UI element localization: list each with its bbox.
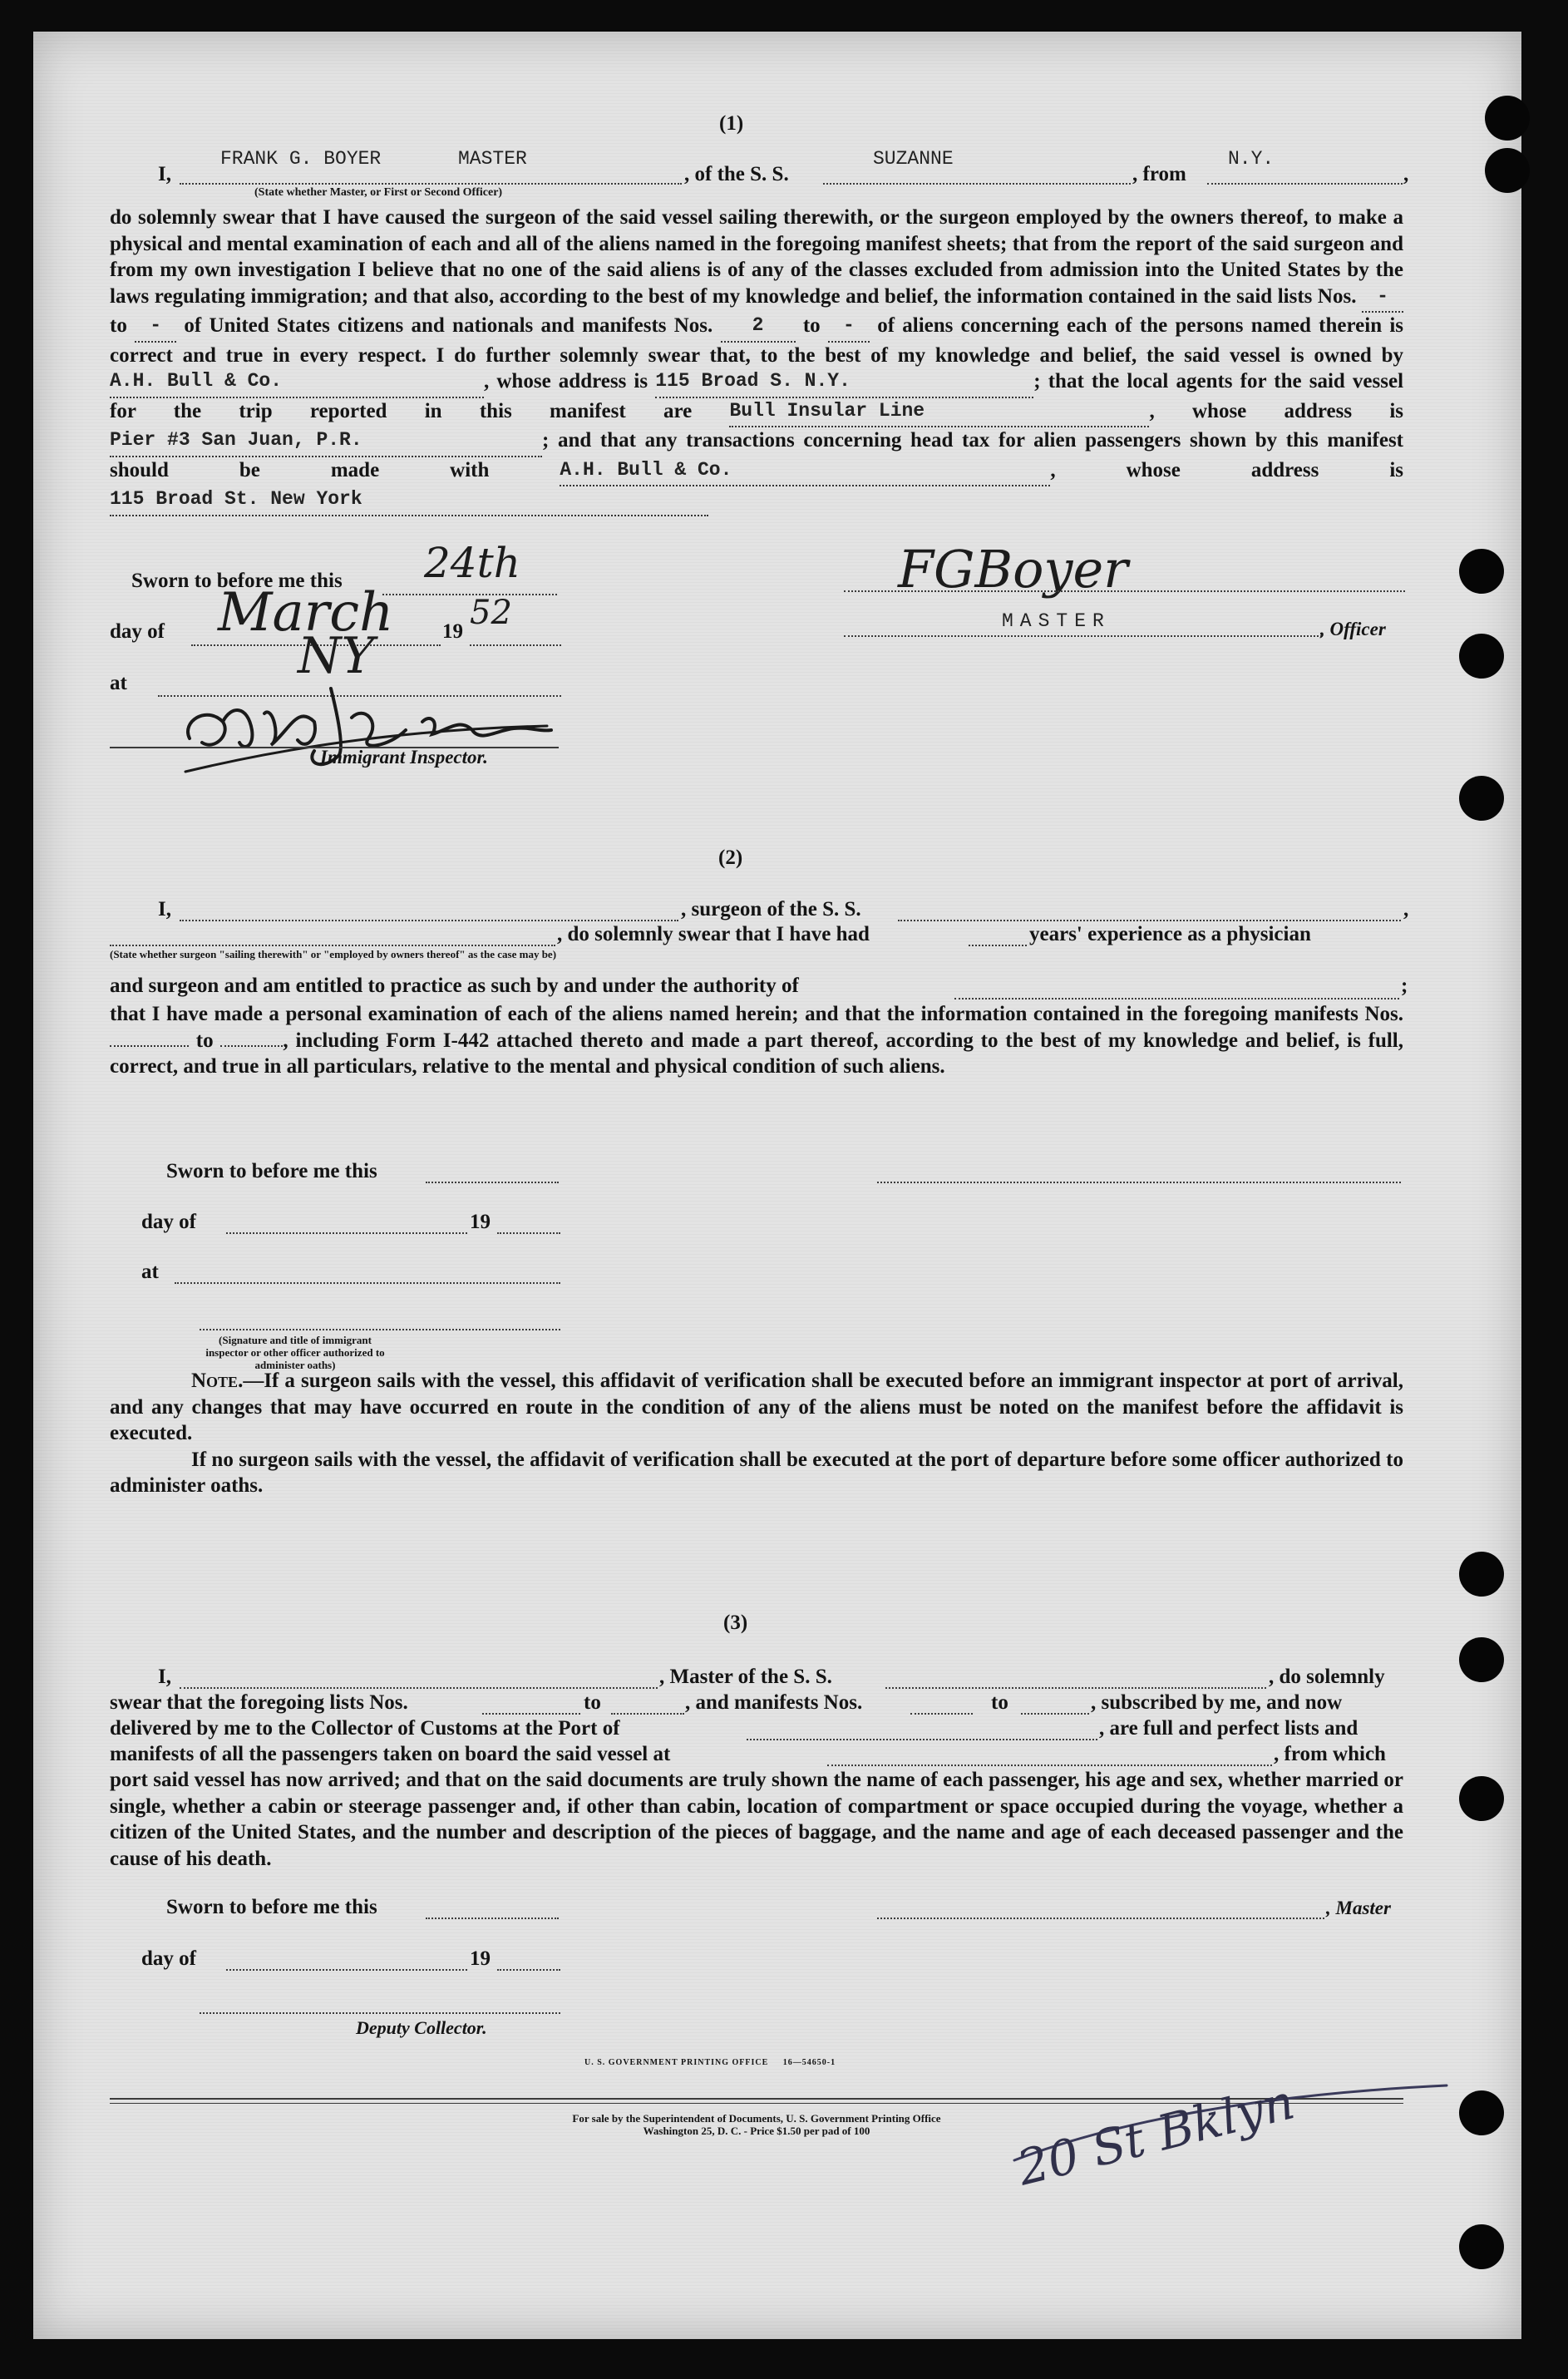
s2-day-of-label: day of bbox=[141, 1211, 196, 1233]
s1-sworn-at: NY bbox=[298, 627, 375, 685]
s1-officer-label: , Officer bbox=[1320, 619, 1386, 639]
binder-hole bbox=[1485, 148, 1530, 193]
s3-manifests-from-line bbox=[910, 1713, 973, 1715]
s1-p2b-text: of aliens concerning each of the persons named therein is correct and true in every respect. I do further solemnly swear that, to the best of my knowledge and belief, the said vessel is owned by bbox=[110, 314, 1404, 367]
s2-years-line bbox=[969, 945, 1027, 946]
s2-note-paragraph bbox=[110, 1368, 1403, 1447]
s1-comma: , bbox=[1403, 163, 1409, 185]
s2-authority-line bbox=[954, 998, 1399, 999]
s2-signature-line bbox=[877, 1182, 1401, 1183]
s1-master-signature-line bbox=[844, 590, 1405, 592]
s1-paragraph-1: do solemnly swear that I have caused the surgeon of the said vessel sailing therewith, or the surgeon employed by the owners thereof, to make a physical and mental examination of each and all of the aliens named in the foregoing manifest sheets; that from the report of the said surgeon and from my own investigation I believe that no one of the said aliens is of any of the classes excluded from admission into the United States by the laws regulating immigration; and that also, according to the best of my knowledge and belief, the information contained in the said lists Nos. - to - of United States citizens and nationals and manifests Nos. 2 to - of aliens concerning each of the persons named therein is correct and true in every respect. I do further solemnly swear that, to the best of my knowledge and belief, the said vessel is owned by A.H. Bull & Co. , whose address is 115 Broad S. N.Y. ; that the local agents for the said vessel for the trip reported in this manifest are Bull Insular Line , whose address is Pier #3 San Juan, P.R. ; and that any transactions concerning head tax for alien passengers shown by this manifest should be made with A.H. Bull & Co. , whose address is 115 Broad St. New York bbox=[110, 205, 1403, 516]
s2-officer-sig-line bbox=[200, 1329, 560, 1330]
s1-to2: to bbox=[802, 314, 821, 337]
inspector-signature bbox=[173, 672, 564, 805]
s2-note bbox=[110, 1368, 1403, 1499]
s3-and-manifests: , and manifests Nos. bbox=[685, 1691, 863, 1714]
s1-master-name: FRANK G. BOYER bbox=[220, 148, 382, 170]
s1-owner bbox=[110, 368, 484, 398]
s2-authority-label: and surgeon and am entitled to practice as such by and under the authority of bbox=[110, 975, 799, 997]
s2-comma: , bbox=[1403, 898, 1409, 921]
s2-hint: (State whether surgeon "sailing therewith" or "employed by owners thereof" as the case may be) bbox=[110, 948, 557, 960]
s2-surgeon-of: , surgeon of the S. S. bbox=[681, 898, 861, 921]
s2-note-text: —If a surgeon sails with the vessel, this affidavit of verification shall be executed before an immigrant inspector at port of arrival, and any changes that may have occurred en route in the condition of any of the aliens must be noted on the manifest before the affidavit is executed. bbox=[110, 1370, 1403, 1444]
binder-hole bbox=[1459, 2090, 1504, 2135]
s1-rank-hint: (State whether Master, or First or Second Officer) bbox=[254, 186, 503, 199]
s1-owner-address bbox=[655, 368, 1033, 398]
s1-head-tax-address-value: 115 Broad St. New York bbox=[110, 488, 362, 510]
s3-manifests-of: manifests of all the passengers taken on board the said vessel at bbox=[110, 1743, 671, 1765]
s2-semicolon: ; bbox=[1401, 975, 1408, 997]
s1-sworn-year: 52 bbox=[470, 594, 512, 632]
s1-year-prefix: 19 bbox=[442, 620, 463, 643]
section-2-number: (2) bbox=[718, 846, 743, 869]
s3-month-line bbox=[226, 1969, 467, 1971]
s3-manifests-to-line bbox=[1021, 1713, 1089, 1715]
s1-sworn-month: March bbox=[218, 582, 394, 644]
sale-line-2: Washington 25, D. C. - Price $1.50 per pad of 100 bbox=[643, 2125, 870, 2137]
s2-sig-caption: (Signature and title of immigrant inspector or other officer authorized to administer oaths) bbox=[205, 1334, 385, 1371]
s1-day-of-label: day of bbox=[110, 620, 165, 643]
s1-sworn-label: Sworn to before me this bbox=[131, 570, 343, 592]
s2-intro: I, bbox=[158, 898, 171, 921]
sale-line-1: For sale by the Superintendent of Documents, U. S. Government Printing Office bbox=[572, 2112, 941, 2125]
s1-agents-label: that the local agents for the said vessel for the trip reported in this manifest are bbox=[110, 370, 1404, 422]
s1-from-label: , from bbox=[1132, 163, 1186, 185]
s3-deputy-caption: Deputy Collector. bbox=[356, 2017, 487, 2038]
s1-agents-address-label: whose address is bbox=[1192, 399, 1404, 422]
s2-month-line bbox=[226, 1232, 467, 1234]
handwritten-note-text: 20 St Bklyn bbox=[1011, 2073, 1300, 2197]
s2-nos-to bbox=[220, 1045, 283, 1047]
s1-head-tax-with bbox=[560, 457, 1050, 487]
s1-agents-address-value: Pier #3 San Juan, P.R. bbox=[110, 429, 362, 451]
s3-year-prefix: 19 bbox=[470, 1947, 491, 1970]
master-signature bbox=[881, 531, 1239, 605]
s1-to1: to bbox=[110, 314, 127, 337]
s1-lists-from-value: - bbox=[1377, 284, 1388, 307]
s1-sworn-day: 24th bbox=[424, 539, 520, 587]
master-signature-text: FGBoyer bbox=[898, 539, 1128, 600]
s3-sworn-day-line bbox=[426, 1918, 559, 1919]
binder-hole bbox=[1485, 96, 1530, 141]
s1-owner-value: A.H. Bull & Co. bbox=[110, 370, 283, 392]
s2-body bbox=[110, 1001, 1403, 1080]
s1-whose-address-label-2: , whose address is bbox=[1050, 458, 1404, 481]
s1-vessel: SUZANNE bbox=[873, 148, 954, 170]
s3-vessel-line bbox=[885, 1687, 1266, 1689]
s1-manifest-from-value: 2 bbox=[752, 314, 764, 336]
s3-delivered: delivered by me to the Collector of Customs at the Port of bbox=[110, 1717, 620, 1740]
s2-to: to bbox=[195, 1029, 214, 1052]
s2-swear-label: , do solemnly swear that I have had bbox=[557, 923, 870, 945]
s2-note2-paragraph bbox=[110, 1447, 1403, 1499]
s3-day-of-label: day of bbox=[141, 1947, 196, 1970]
s3-lists-from-line bbox=[482, 1713, 580, 1715]
s1-lists-to-value: - bbox=[150, 314, 161, 336]
section-1-number: (1) bbox=[719, 112, 744, 135]
s1-master-rank: MASTER bbox=[458, 148, 527, 170]
s3-master-line bbox=[877, 1918, 1324, 1919]
s1-of-ss: , of the S. S. bbox=[684, 163, 789, 185]
s1-p2a-text: of United States citizens and nationals and manifests Nos. bbox=[184, 314, 713, 337]
s3-embark-line bbox=[827, 1765, 1272, 1766]
s2-pb-text: , including Form I-442 attached thereto and made a part thereof, according to the best of my knowledge and belief, is full, correct, and true in all particulars, relative to the mental and physical condition of such aliens. bbox=[110, 1029, 1404, 1078]
handwritten-note bbox=[998, 2019, 1463, 2210]
s3-swear-lists: swear that the foregoing lists Nos. bbox=[110, 1691, 408, 1714]
s2-at-label: at bbox=[141, 1261, 159, 1283]
s3-year-line bbox=[497, 1969, 560, 1971]
s3-to1: to bbox=[584, 1691, 601, 1714]
binder-hole bbox=[1459, 2224, 1504, 2269]
s1-owner-address-value: 115 Broad S. N.Y. bbox=[655, 370, 851, 392]
s2-nos-from bbox=[110, 1045, 189, 1047]
document-page bbox=[33, 32, 1521, 2339]
s2-paragraph bbox=[110, 1001, 1403, 1080]
s1-year-line bbox=[470, 644, 561, 646]
binder-hole bbox=[1459, 776, 1504, 821]
binder-hole bbox=[1459, 1552, 1504, 1597]
s1-body bbox=[110, 205, 1403, 516]
s2-years-label: years' experience as a physician bbox=[1029, 923, 1311, 945]
s1-from-value: N.Y. bbox=[1228, 148, 1275, 170]
s1-lists-from bbox=[1362, 284, 1403, 313]
s1-whose-address-label: , whose address is bbox=[484, 370, 648, 392]
s3-master-label: , Master bbox=[1326, 1898, 1391, 1918]
s1-from-line bbox=[1207, 183, 1403, 185]
s1-head-tax-address bbox=[110, 486, 708, 516]
s2-pa-text: that I have made a personal examination of each of the aliens named herein; and that the information contained in the foregoing manifests Nos. bbox=[110, 1003, 1403, 1025]
gpo-imprint: U. S. GOVERNMENT PRINTING OFFICE 16—54650-1 bbox=[584, 2058, 836, 2067]
s1-head-tax-with-value: A.H. Bull & Co. bbox=[560, 458, 732, 481]
s1-inspector-caption: Immigrant Inspector. bbox=[320, 747, 488, 767]
s1-head-tax-label: ; and that any transactions concerning head tax for alien passengers shown by this manifest should be made with bbox=[110, 429, 1403, 481]
s1-agents bbox=[729, 398, 1149, 428]
s3-deputy-line bbox=[200, 2012, 560, 2014]
binder-hole bbox=[1459, 1776, 1504, 1821]
s3-sworn-label: Sworn to before me this bbox=[166, 1896, 377, 1918]
s1-at-label: at bbox=[110, 672, 127, 694]
s2-year-prefix: 19 bbox=[470, 1211, 491, 1233]
s3-to2: to bbox=[991, 1691, 1008, 1714]
s1-agents-address bbox=[110, 427, 542, 457]
s1-manifest-to bbox=[828, 313, 870, 343]
s3-port-line bbox=[747, 1739, 1097, 1740]
s3-body-text: port said vessel has now arrived; and that on the said documents are truly shown the name of each passenger, his age and sex, whether married or single, whether a cabin or steerage passenger and, if other than cabin, location of compartment or space occupied during the voyage, whether a citizen of the United States, and the number and description of the pieces of baggage, and the name and age of each deceased passenger and the cause of his death. bbox=[110, 1769, 1403, 1870]
s2-hint-line bbox=[110, 945, 555, 946]
binder-hole bbox=[1459, 1637, 1504, 1682]
s3-name-line bbox=[180, 1687, 658, 1689]
s3-subscribed: , subscribed by me, and now bbox=[1091, 1691, 1343, 1714]
s2-at-line bbox=[175, 1282, 560, 1284]
s2-sworn-label: Sworn to before me this bbox=[166, 1160, 377, 1182]
s1-lists-to bbox=[135, 313, 176, 343]
s1-intro: I, bbox=[158, 163, 171, 185]
s2-note2-text: If no surgeon sails with the vessel, the affidavit of verification shall be executed at the port of departure before some officer authorized to administer oaths. bbox=[110, 1448, 1403, 1497]
s2-year-line bbox=[497, 1232, 560, 1234]
s3-full-perfect: , are full and perfect lists and bbox=[1099, 1717, 1358, 1740]
s1-agents-value: Bull Insular Line bbox=[729, 399, 925, 422]
s1-master-name-line bbox=[180, 183, 682, 185]
s3-intro: I, bbox=[158, 1666, 171, 1688]
s2-sworn-day-line bbox=[426, 1182, 559, 1183]
binder-hole bbox=[1459, 634, 1504, 679]
s1-signer-title: MASTER bbox=[1002, 610, 1111, 632]
s1-manifest-to-value: - bbox=[843, 314, 855, 336]
s3-master-of: , Master of the S. S. bbox=[659, 1666, 832, 1688]
s3-body bbox=[110, 1767, 1403, 1872]
s1-officer-line bbox=[844, 635, 1322, 637]
binder-hole bbox=[1459, 549, 1504, 594]
section-3-number: (3) bbox=[723, 1612, 748, 1634]
s1-vessel-line bbox=[823, 183, 1131, 185]
s1-manifest-from bbox=[721, 313, 796, 343]
s3-lists-to-line bbox=[611, 1713, 684, 1715]
s2-note-label: Note. bbox=[191, 1370, 244, 1392]
s1-p1-text: do solemnly swear that I have caused the surgeon of the said vessel sailing therewith, or the surgeon employed by the owners thereof, to make a physical and mental examination of each and all of the aliens named in the foregoing manifest sheets; that from the report of the said surgeon and from my own investigation I believe that no one of the said aliens is of any of the classes excluded from admission into the United States by the laws regulating immigration; and that also, according to the best of my knowledge and belief, the information contained in the said lists Nos. bbox=[110, 206, 1403, 308]
s3-solemnly: , do solemnly bbox=[1269, 1666, 1385, 1688]
s3-from-which: , from which bbox=[1274, 1743, 1386, 1765]
